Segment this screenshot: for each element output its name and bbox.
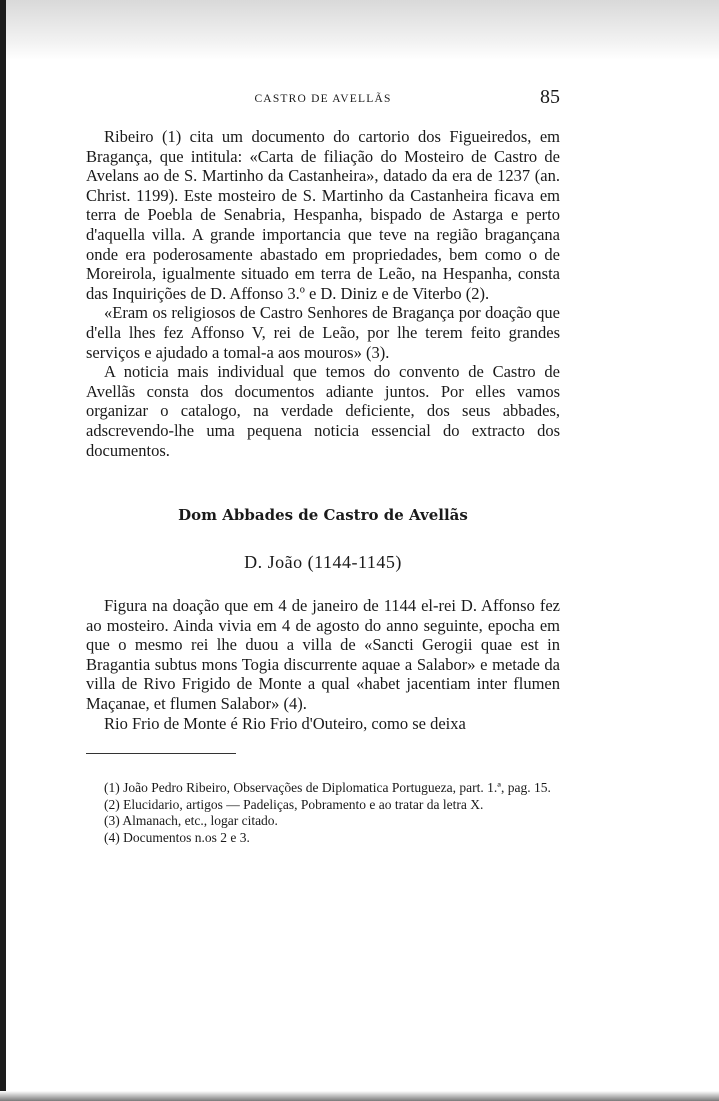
footnote: (4) Documentos n.os 2 e 3. xyxy=(104,829,250,845)
body-text-section xyxy=(86,596,560,733)
section-heading: Dom Abbades de Castro de Avellãs xyxy=(178,506,468,525)
footnote: (2) Elucidario, artigos — Padeliças, Pobramento e ao tratar da letra X. xyxy=(104,796,484,812)
footnotes xyxy=(86,780,560,846)
book-page xyxy=(86,85,560,846)
subheading: D. João (1144-1145) xyxy=(244,552,402,573)
paragraph: A noticia mais individual que temos do convento de Castro de Avellãs consta dos documentos adiante juntos. Por elles vamos organizar o catalogo, na verdade deficiente, dos seus abbades, adscrevendo-lhe uma pequena noticia essencial do extracto dos documentos. xyxy=(86,362,560,460)
paragraph: «Eram os religiosos de Castro Senhores de Bragança por doação que d'ella lhes fez Affonso V, rei de Leão, por lhe terem feito grandes serviços e ajudado a tomal-a aos mouros» (3). xyxy=(86,303,560,362)
paragraph: Ribeiro (1) cita um documento do cartorio dos Figueiredos, em Bragança, que intitula: «Carta de filiação do Mosteiro de Castro de Avelans ao de S. Martinho da Castanheira», datado da era de 1237 (an. Christ. 1199). Este mosteiro de S. Martinho da Castanheira ficava em terra de Poebla de Senabria, Hespanha, bispado de Astarga e perto d'aquella villa. A grande importancia que teve na região bragançana onde era poderosamente abastado em propriedades, bem como o de Moreirola, igualmente situado em terra de Leão, na Hespanha, consta das Inquirições de D. Affonso 3.º e D. Diniz e de Viterbo (2). xyxy=(86,127,560,303)
paragraph: Rio Frio de Monte é Rio Frio d'Outeiro, como se deixa xyxy=(104,713,466,733)
running-head-title: CASTRO DE AVELLÃS xyxy=(254,93,392,105)
body-text xyxy=(86,127,560,460)
paragraph: Figura na doação que em 4 de janeiro de 1144 el-rei D. Affonso fez ao mosteiro. Ainda vivia em 4 de agosto do anno seguinte, epocha em que o mesmo rei lhe duou a villa de «Sancti Gerogii quae est in Bragantia subtus mons Togia discurrente aquae a Salabor» e metade da villa de Rivo Frigido de Monte a qual «habet jacentiam inter flumen Maçanae, et flumen Salabor» (4). xyxy=(86,596,560,714)
footnote: (3) Almanach, etc., logar citado. xyxy=(104,813,278,829)
scan-bottom-edge xyxy=(0,1091,719,1101)
footnote-rule xyxy=(86,753,236,754)
scan-left-edge xyxy=(0,0,6,1101)
scan-shadow xyxy=(0,0,719,60)
page-number: 85 xyxy=(540,86,560,108)
footnote: (1) João Pedro Ribeiro, Observações de Diplomatica Portugueza, part. 1.ª, pag. 15. xyxy=(104,780,551,796)
running-head xyxy=(86,85,560,115)
